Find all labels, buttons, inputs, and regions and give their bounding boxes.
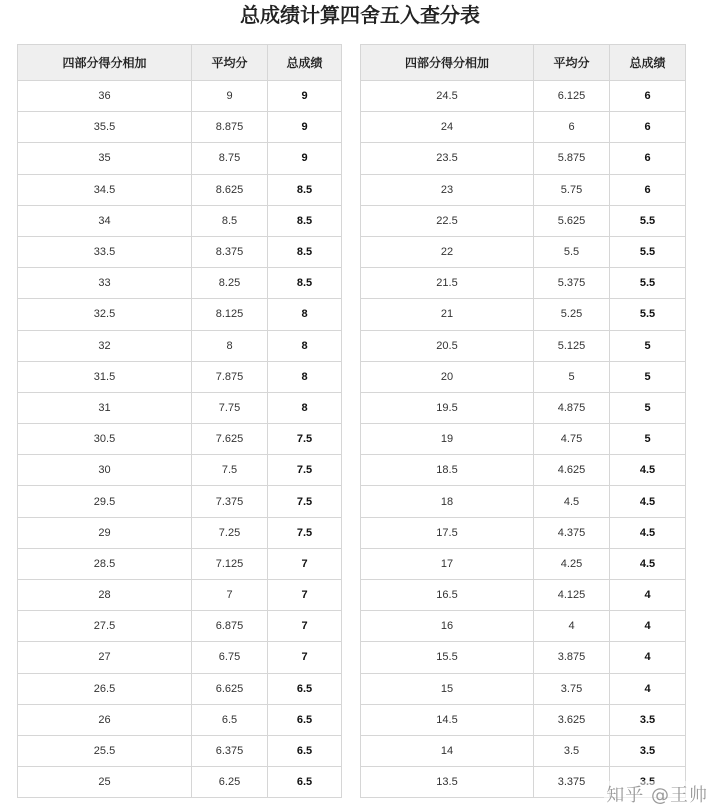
page-title: 总成绩计算四舍五入查分表 bbox=[240, 3, 480, 27]
table-row bbox=[18, 455, 342, 486]
cell-sum: 25 bbox=[18, 767, 192, 798]
table-row bbox=[361, 143, 686, 174]
cell-sum: 21 bbox=[361, 299, 534, 330]
cell-sum: 27 bbox=[18, 642, 192, 673]
cell-sum: 20.5 bbox=[361, 330, 534, 361]
cell-average: 8.625 bbox=[192, 174, 268, 205]
cell-sum: 32 bbox=[18, 330, 192, 361]
cell-sum: 30.5 bbox=[18, 424, 192, 455]
cell-average: 4.5 bbox=[534, 486, 610, 517]
header-total: 总成绩 bbox=[610, 45, 686, 81]
cell-total: 8 bbox=[268, 392, 342, 423]
cell-total: 7.5 bbox=[268, 424, 342, 455]
cell-average: 5.75 bbox=[534, 174, 610, 205]
table-row bbox=[361, 268, 686, 299]
cell-sum: 24 bbox=[361, 112, 534, 143]
cell-total: 4 bbox=[610, 673, 686, 704]
cell-total: 8.5 bbox=[268, 174, 342, 205]
header-sum: 四部分得分相加 bbox=[361, 45, 534, 81]
cell-average: 8.375 bbox=[192, 236, 268, 267]
cell-total: 5 bbox=[610, 330, 686, 361]
watermark: 知乎 @王帅 bbox=[604, 781, 710, 807]
table-row bbox=[18, 174, 342, 205]
cell-sum: 29 bbox=[18, 517, 192, 548]
cell-sum: 34 bbox=[18, 205, 192, 236]
table-row bbox=[18, 548, 342, 579]
cell-average: 7.875 bbox=[192, 361, 268, 392]
cell-average: 3.5 bbox=[534, 735, 610, 766]
table-row bbox=[18, 517, 342, 548]
cell-average: 8.125 bbox=[192, 299, 268, 330]
cell-total: 7 bbox=[268, 611, 342, 642]
cell-total: 6.5 bbox=[268, 767, 342, 798]
table-row bbox=[361, 704, 686, 735]
header-average: 平均分 bbox=[534, 45, 610, 81]
cell-total: 7.5 bbox=[268, 517, 342, 548]
cell-total: 7.5 bbox=[268, 486, 342, 517]
cell-sum: 18.5 bbox=[361, 455, 534, 486]
cell-average: 7.75 bbox=[192, 392, 268, 423]
table-row bbox=[361, 299, 686, 330]
score-table-left bbox=[17, 44, 342, 798]
cell-average: 4.25 bbox=[534, 548, 610, 579]
cell-sum: 31 bbox=[18, 392, 192, 423]
cell-average: 4.125 bbox=[534, 580, 610, 611]
cell-total: 5 bbox=[610, 424, 686, 455]
cell-sum: 16 bbox=[361, 611, 534, 642]
cell-average: 7.125 bbox=[192, 548, 268, 579]
cell-total: 5.5 bbox=[610, 268, 686, 299]
cell-total: 6 bbox=[610, 174, 686, 205]
table-row bbox=[18, 299, 342, 330]
table-row bbox=[361, 392, 686, 423]
cell-average: 8.5 bbox=[192, 205, 268, 236]
table-row bbox=[18, 642, 342, 673]
score-table-right bbox=[360, 44, 686, 798]
table-row bbox=[361, 642, 686, 673]
cell-average: 3.625 bbox=[534, 704, 610, 735]
cell-average: 6.375 bbox=[192, 735, 268, 766]
cell-total: 7 bbox=[268, 642, 342, 673]
cell-average: 9 bbox=[192, 81, 268, 112]
cell-sum: 25.5 bbox=[18, 735, 192, 766]
cell-total: 5 bbox=[610, 392, 686, 423]
table-row bbox=[361, 330, 686, 361]
cell-total: 4.5 bbox=[610, 486, 686, 517]
table-row bbox=[361, 205, 686, 236]
table-row bbox=[18, 330, 342, 361]
cell-total: 6.5 bbox=[268, 673, 342, 704]
cell-sum: 13.5 bbox=[361, 767, 534, 798]
cell-average: 4.875 bbox=[534, 392, 610, 423]
cell-average: 3.375 bbox=[534, 767, 610, 798]
cell-sum: 31.5 bbox=[18, 361, 192, 392]
cell-average: 8.875 bbox=[192, 112, 268, 143]
cell-total: 4.5 bbox=[610, 455, 686, 486]
cell-average: 6.75 bbox=[192, 642, 268, 673]
table-row bbox=[361, 236, 686, 267]
cell-average: 7.625 bbox=[192, 424, 268, 455]
table-row bbox=[18, 767, 342, 798]
cell-total: 8 bbox=[268, 330, 342, 361]
cell-sum: 36 bbox=[18, 81, 192, 112]
cell-sum: 28 bbox=[18, 580, 192, 611]
table-row bbox=[18, 486, 342, 517]
table-row bbox=[361, 611, 686, 642]
cell-total: 5.5 bbox=[610, 299, 686, 330]
cell-average: 5.875 bbox=[534, 143, 610, 174]
table-row bbox=[18, 611, 342, 642]
table-row bbox=[18, 704, 342, 735]
table-row bbox=[18, 268, 342, 299]
cell-sum: 20 bbox=[361, 361, 534, 392]
cell-total: 6 bbox=[610, 112, 686, 143]
cell-average: 7.25 bbox=[192, 517, 268, 548]
table-header-row bbox=[361, 45, 686, 81]
header-sum: 四部分得分相加 bbox=[18, 45, 192, 81]
cell-average: 7 bbox=[192, 580, 268, 611]
table-row bbox=[18, 392, 342, 423]
cell-total: 4.5 bbox=[610, 548, 686, 579]
header-average: 平均分 bbox=[192, 45, 268, 81]
cell-sum: 35 bbox=[18, 143, 192, 174]
cell-total: 5.5 bbox=[610, 205, 686, 236]
cell-sum: 14.5 bbox=[361, 704, 534, 735]
cell-total: 4 bbox=[610, 611, 686, 642]
cell-average: 7.5 bbox=[192, 455, 268, 486]
table-row bbox=[361, 517, 686, 548]
cell-average: 5.375 bbox=[534, 268, 610, 299]
table-row bbox=[361, 548, 686, 579]
cell-average: 5.5 bbox=[534, 236, 610, 267]
table-row bbox=[18, 580, 342, 611]
cell-sum: 22 bbox=[361, 236, 534, 267]
cell-average: 4.625 bbox=[534, 455, 610, 486]
cell-sum: 15 bbox=[361, 673, 534, 704]
cell-average: 6.25 bbox=[192, 767, 268, 798]
table-header-row bbox=[18, 45, 342, 81]
table-row bbox=[361, 580, 686, 611]
cell-average: 4.375 bbox=[534, 517, 610, 548]
cell-total: 5 bbox=[610, 361, 686, 392]
cell-average: 5.625 bbox=[534, 205, 610, 236]
cell-average: 6.875 bbox=[192, 611, 268, 642]
table-row bbox=[18, 236, 342, 267]
cell-sum: 26 bbox=[18, 704, 192, 735]
cell-average: 4 bbox=[534, 611, 610, 642]
cell-sum: 26.5 bbox=[18, 673, 192, 704]
cell-average: 8.25 bbox=[192, 268, 268, 299]
cell-total: 6.5 bbox=[268, 704, 342, 735]
cell-average: 8 bbox=[192, 330, 268, 361]
cell-total: 8 bbox=[268, 361, 342, 392]
cell-sum: 17 bbox=[361, 548, 534, 579]
table-row bbox=[18, 361, 342, 392]
cell-sum: 27.5 bbox=[18, 611, 192, 642]
cell-sum: 21.5 bbox=[361, 268, 534, 299]
cell-average: 6.5 bbox=[192, 704, 268, 735]
table-row bbox=[361, 361, 686, 392]
table-row bbox=[361, 735, 686, 766]
cell-total: 6 bbox=[610, 143, 686, 174]
table-row bbox=[361, 424, 686, 455]
cell-total: 7 bbox=[268, 548, 342, 579]
cell-average: 3.75 bbox=[534, 673, 610, 704]
cell-total: 6.5 bbox=[268, 735, 342, 766]
cell-total: 9 bbox=[268, 81, 342, 112]
cell-sum: 34.5 bbox=[18, 174, 192, 205]
cell-sum: 35.5 bbox=[18, 112, 192, 143]
cell-total: 7.5 bbox=[268, 455, 342, 486]
cell-sum: 22.5 bbox=[361, 205, 534, 236]
cell-average: 5 bbox=[534, 361, 610, 392]
table-row bbox=[18, 424, 342, 455]
cell-total: 7 bbox=[268, 580, 342, 611]
cell-total: 9 bbox=[268, 112, 342, 143]
cell-total: 9 bbox=[268, 143, 342, 174]
cell-sum: 28.5 bbox=[18, 548, 192, 579]
cell-total: 5.5 bbox=[610, 236, 686, 267]
table-row bbox=[361, 486, 686, 517]
table-row bbox=[361, 455, 686, 486]
table-row bbox=[361, 673, 686, 704]
cell-total: 8.5 bbox=[268, 236, 342, 267]
table-row bbox=[18, 112, 342, 143]
table-row bbox=[18, 143, 342, 174]
cell-sum: 15.5 bbox=[361, 642, 534, 673]
cell-total: 8 bbox=[268, 299, 342, 330]
cell-average: 6.125 bbox=[534, 81, 610, 112]
cell-total: 4 bbox=[610, 642, 686, 673]
cell-total: 6 bbox=[610, 81, 686, 112]
table-row bbox=[18, 81, 342, 112]
table-row bbox=[361, 81, 686, 112]
cell-sum: 30 bbox=[18, 455, 192, 486]
cell-sum: 16.5 bbox=[361, 580, 534, 611]
cell-sum: 18 bbox=[361, 486, 534, 517]
cell-sum: 19.5 bbox=[361, 392, 534, 423]
table-row bbox=[361, 174, 686, 205]
header-total: 总成绩 bbox=[268, 45, 342, 81]
table-body bbox=[361, 81, 686, 798]
cell-total: 3.5 bbox=[610, 704, 686, 735]
cell-average: 6.625 bbox=[192, 673, 268, 704]
cell-average: 8.75 bbox=[192, 143, 268, 174]
cell-sum: 23 bbox=[361, 174, 534, 205]
cell-average: 3.875 bbox=[534, 642, 610, 673]
cell-average: 6 bbox=[534, 112, 610, 143]
cell-total: 8.5 bbox=[268, 205, 342, 236]
cell-average: 5.125 bbox=[534, 330, 610, 361]
table-body bbox=[18, 81, 342, 798]
cell-average: 5.25 bbox=[534, 299, 610, 330]
cell-sum: 14 bbox=[361, 735, 534, 766]
cell-sum: 33.5 bbox=[18, 236, 192, 267]
cell-sum: 24.5 bbox=[361, 81, 534, 112]
cell-average: 7.375 bbox=[192, 486, 268, 517]
cell-total: 4.5 bbox=[610, 517, 686, 548]
table-row bbox=[18, 205, 342, 236]
cell-average: 4.75 bbox=[534, 424, 610, 455]
table-row bbox=[361, 112, 686, 143]
cell-total: 3.5 bbox=[610, 735, 686, 766]
cell-total: 8.5 bbox=[268, 268, 342, 299]
cell-sum: 23.5 bbox=[361, 143, 534, 174]
cell-sum: 33 bbox=[18, 268, 192, 299]
cell-total: 4 bbox=[610, 580, 686, 611]
cell-sum: 19 bbox=[361, 424, 534, 455]
cell-sum: 29.5 bbox=[18, 486, 192, 517]
table-row bbox=[18, 673, 342, 704]
cell-sum: 17.5 bbox=[361, 517, 534, 548]
table-row bbox=[18, 735, 342, 766]
cell-sum: 32.5 bbox=[18, 299, 192, 330]
